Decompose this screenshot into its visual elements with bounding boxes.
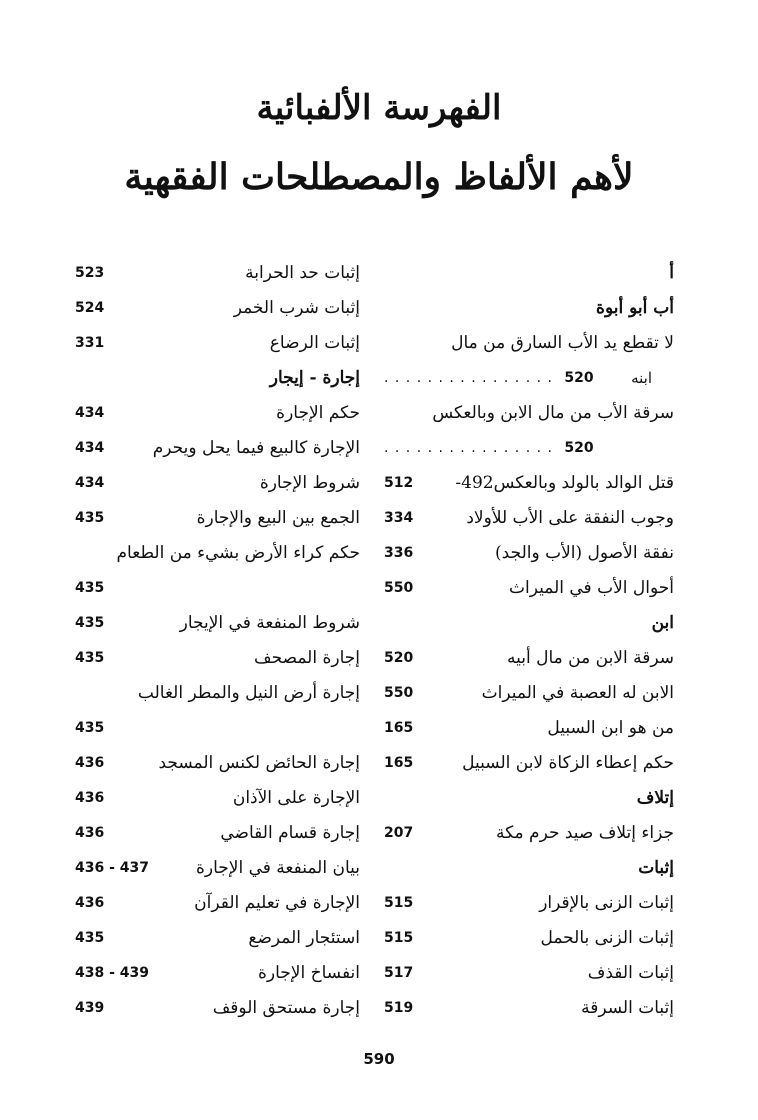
index-entry: [75, 535, 360, 570]
index-entry: [75, 500, 360, 535]
entry-page-ref: 207: [384, 824, 414, 841]
entry-term: سرقة الابن من مال أبيه: [507, 647, 674, 668]
entry-term: وجوب النفقة على الأب للأولاد: [466, 507, 674, 528]
entry-term: إتلاف: [636, 787, 674, 808]
page-number: 590: [363, 1050, 395, 1068]
index-entry: [75, 920, 360, 955]
entry-page-ref: 434: [75, 404, 105, 421]
entry-page-ref: 436: [75, 789, 105, 806]
entry-page-ref: 434: [75, 439, 105, 456]
entry-term: إجارة - إيجار: [269, 367, 360, 388]
entry-term: إجارة أرض النيل والمطر الغالب: [137, 682, 360, 703]
index-entry: [384, 885, 674, 920]
index-entry: [75, 745, 360, 780]
entry-term: حكم كراء الأرض بشيء من الطعام: [116, 542, 360, 563]
entry-page-ref: 436: [75, 754, 105, 771]
index-entry: [384, 955, 674, 990]
index-entry: [75, 990, 360, 1025]
index-heading: [384, 605, 674, 640]
entry-page-ref: 435: [75, 649, 105, 666]
index-entry: [75, 395, 360, 430]
index-subtitle: لأهم الألفاظ والمصطلحات الفقهية: [124, 156, 634, 198]
entry-page-ref: 517: [384, 964, 414, 981]
entry-term: بيان المنفعة في الإجارة: [195, 857, 360, 878]
index-heading: [75, 360, 360, 395]
entry-term: الإجارة كالبيع فيما يحل ويحرم: [152, 437, 360, 458]
index-entry: [75, 430, 360, 465]
entry-term: إثبات القذف: [587, 962, 674, 983]
index-entry: [384, 710, 674, 745]
entry-page-ref: 436: [75, 894, 105, 911]
index-entry: [384, 570, 674, 605]
entry-page-ref: 520: [384, 649, 414, 666]
entry-page-ref: 435: [75, 614, 105, 631]
entry-term: قتل الوالد بالولد وبالعكس492-: [455, 472, 674, 493]
entry-page-ref: 435: [75, 509, 105, 526]
index-entry: [384, 920, 674, 955]
entry-term: أ: [669, 262, 674, 283]
entry-term: إثبات الزنى بالحمل: [540, 927, 674, 948]
entry-term: لا تقطع يد الأب السارق من مال: [451, 332, 674, 353]
entry-page-ref: 519: [384, 999, 414, 1016]
entry-page-ref: 165: [384, 719, 414, 736]
entry-page-ref: 524: [75, 299, 105, 316]
entry-term: إجارة مستحق الوقف: [212, 997, 360, 1018]
entry-term: إجارة قسام القاضي: [220, 822, 360, 843]
entry-page-ref: . . . 520: [384, 370, 594, 386]
entry-page-ref: 439: [75, 999, 105, 1016]
index-entry: [75, 815, 360, 850]
index-entry: [75, 640, 360, 675]
entry-page-ref: 435: [75, 579, 105, 596]
index-entry: [75, 605, 360, 640]
entry-page-ref: 515: [384, 894, 414, 911]
entry-page-ref: 336: [384, 544, 414, 561]
entry-term: سرقة الأب من مال الابن وبالعكس: [432, 402, 674, 423]
entry-term: إثبات حد الحرابة: [245, 262, 360, 283]
index-entry: [384, 675, 674, 710]
index-entry: [75, 570, 360, 605]
entry-page-ref: 435: [75, 929, 105, 946]
entry-term: شروط الإجارة: [259, 472, 360, 493]
index-entry: [75, 955, 360, 990]
index-entry: [75, 780, 360, 815]
index-entry: [75, 710, 360, 745]
index-entry: [384, 990, 674, 1025]
entry-term: شروط المنفعة في الإيجار: [179, 612, 360, 633]
index-entry: [75, 255, 360, 290]
entry-term: نفقة الأصول (الأب والجد): [495, 542, 674, 563]
entry-page-ref: 434: [75, 474, 105, 491]
entry-page-ref: . . . 520: [384, 440, 594, 456]
index-heading: [384, 290, 674, 325]
index-entry: [384, 745, 674, 780]
entry-page-ref: 331: [75, 334, 105, 351]
index-entry: [384, 325, 674, 360]
index-entry: [75, 290, 360, 325]
entry-term: حكم إعطاء الزكاة لابن السبيل: [462, 752, 674, 773]
entry-term: إثبات الزنى بالإقرار: [539, 892, 674, 913]
entry-page-ref: 550: [384, 579, 414, 596]
entry-term: ابنه: [631, 368, 652, 387]
index-entry: [384, 500, 674, 535]
index-entry: [384, 430, 674, 465]
entry-term: الإجارة على الآذان: [232, 787, 360, 808]
entry-term: الإجارة في تعليم القرآن: [194, 892, 360, 913]
index-entry: [384, 465, 674, 500]
entry-page-ref: 438 - 439: [75, 964, 150, 981]
entry-term: انفساخ الإجارة: [258, 962, 360, 983]
right-index-column: [384, 255, 674, 1025]
entry-term: جزاء إتلاف صيد حرم مكة: [496, 822, 674, 843]
entry-page-ref: 334: [384, 509, 414, 526]
index-entry: [384, 535, 674, 570]
entry-term: من هو ابن السبيل: [547, 717, 674, 738]
entry-term: إجارة الحائض لكنس المسجد: [158, 752, 360, 773]
index-heading: [384, 780, 674, 815]
entry-page-ref: 512: [384, 474, 414, 491]
index-heading: [384, 850, 674, 885]
entry-page-ref: 523: [75, 264, 105, 281]
entry-page-ref: 515: [384, 929, 414, 946]
entry-term: حكم الإجارة: [276, 402, 360, 423]
index-heading: [384, 255, 674, 290]
index-entry: [384, 360, 674, 395]
index-entry: [75, 675, 360, 710]
index-entry: [75, 325, 360, 360]
entry-term: استئجار المرضع: [248, 927, 360, 948]
entry-page-ref: 436: [75, 824, 105, 841]
index-title: الفهرسة الألفبائية: [256, 88, 502, 128]
index-entry: [384, 395, 674, 430]
entry-term: إثبات السرقة: [581, 997, 674, 1018]
entry-term: الابن له العصبة في الميراث: [481, 682, 674, 703]
left-index-column: [75, 255, 360, 1025]
index-entry: [75, 465, 360, 500]
entry-term: إثبات شرب الخمر: [233, 297, 360, 318]
entry-term: أب أبو أبوة: [596, 297, 674, 318]
entry-term: إثبات: [638, 857, 674, 878]
index-entry: [75, 850, 360, 885]
entry-page-ref: 550: [384, 684, 414, 701]
entry-term: الجمع بين البيع والإجارة: [196, 507, 360, 528]
index-entry: [384, 640, 674, 675]
entry-term: ابن: [651, 612, 674, 633]
entry-term: إجارة المصحف: [254, 647, 360, 668]
entry-page-ref: 165: [384, 754, 414, 771]
entry-page-ref: 436 - 437: [75, 859, 150, 876]
entry-term: إثبات الرضاع: [269, 332, 360, 353]
entry-page-ref: 435: [75, 719, 105, 736]
index-entry: [384, 815, 674, 850]
entry-term: أحوال الأب في الميراث: [509, 577, 674, 598]
index-entry: [75, 885, 360, 920]
